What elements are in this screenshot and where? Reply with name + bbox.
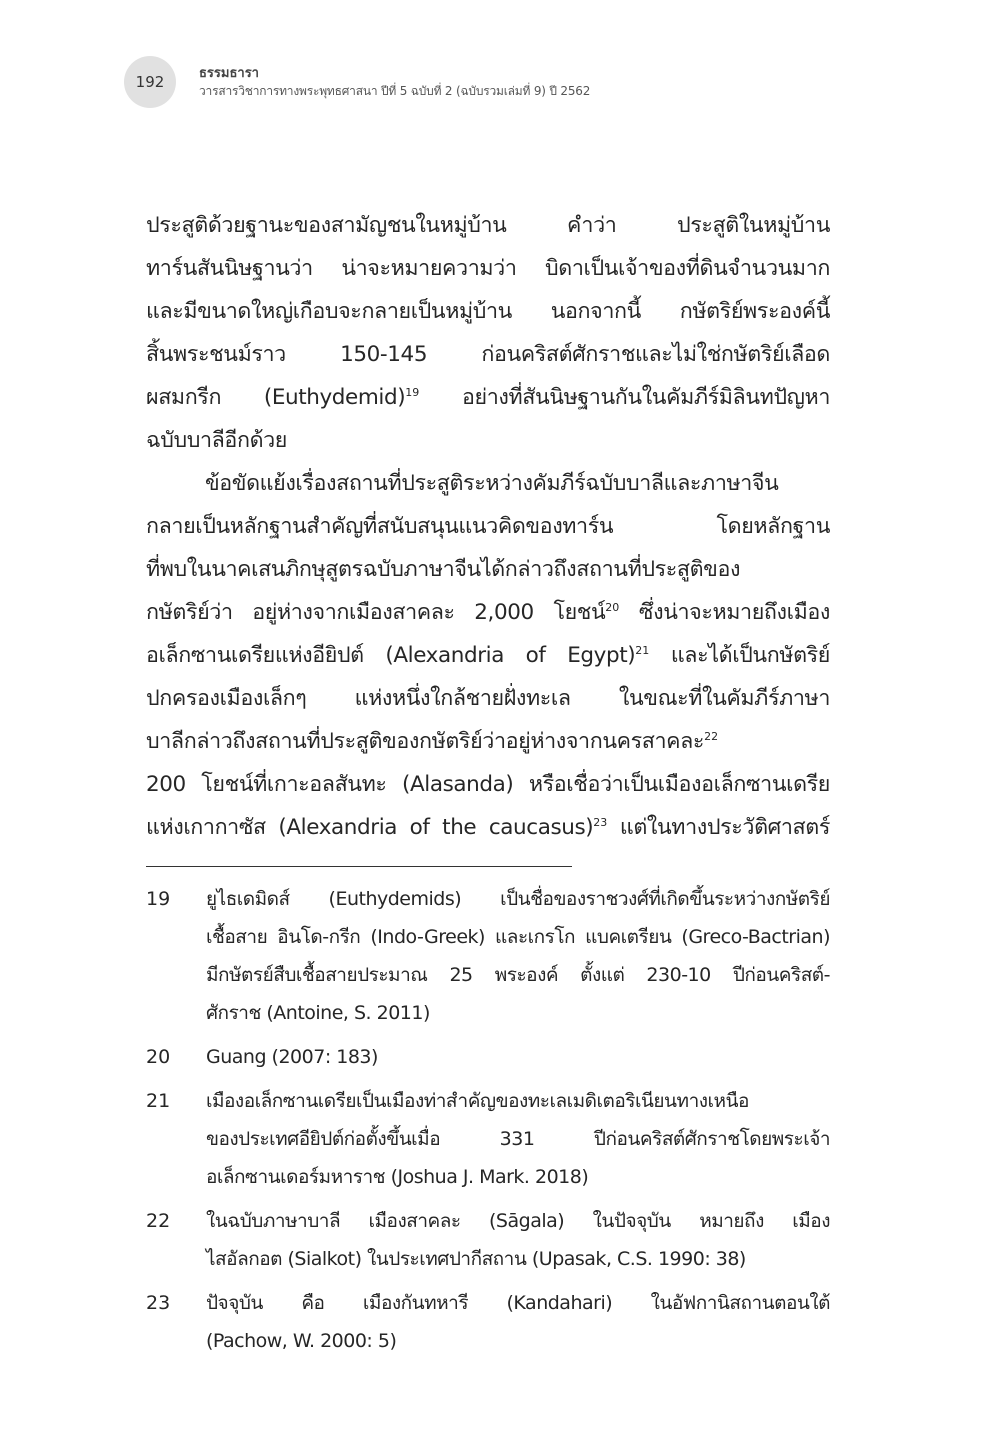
body-line: สิ้นพระชนม์ราว 150-145 ก่อนคริสต์ศักราชและไม่ใช่กษัตริย์เลือด — [146, 342, 830, 367]
journal-subtitle: วารสารวิชาการทางพระพุทธศาสนา ปีที่ 5 ฉบับที่ 2 (ฉบับรวมเล่มที่ 9) ปี 2562 — [199, 84, 591, 98]
footnote-line: Guang (2007: 183) — [206, 1046, 378, 1068]
body-line: ข้อขัดแย้งเรื่องสถานที่ประสูติระหว่างคัมภีร์ฉบับบาลีและภาษาจีน — [205, 471, 779, 496]
footnote-ref-22[interactable]: 22 — [704, 729, 719, 743]
footnote-line: ของประเทศอียิปต์ก่อตั้งขึ้นเมื่อ 331 ปีก่อนคริสต์ศักราชโดยพระเจ้า — [206, 1128, 830, 1150]
journal-title: ธรรมธารา — [199, 66, 259, 81]
footnote-20 — [146, 1038, 830, 1076]
text-run: ซึ่งน่าจะหมายถึงเมือง — [619, 600, 830, 625]
body-line: ฉบับบาลีอีกด้วย — [146, 428, 287, 453]
body-line: ปกครองเมืองเล็กๆ แห่งหนึ่งใกล้ชายฝั่งทะเล ในขณะที่ในคัมภีร์ภาษา — [146, 686, 830, 711]
body-line: ทาร์นสันนิษฐานว่า น่าจะหมายความว่า บิดาเป็นเจ้าของที่ดินจำนวนมาก — [146, 256, 830, 281]
body-line — [146, 720, 830, 763]
body-line: 200 โยชน์ที่เกาะอลสันทะ (Alasanda) หรือเชื่อว่าเป็นเมืองอเล็กซานเดรีย — [146, 772, 830, 797]
footnote-number: 23 — [146, 1292, 171, 1314]
body-line: ที่พบในนาคเสนภิกษุสูตรฉบับภาษาจีนได้กล่าวถึงสถานที่ประสูติของ — [146, 557, 741, 582]
page-number: 192 — [135, 73, 165, 91]
footnote-text — [206, 880, 830, 1032]
text-run: อเล็กซานเดรียแห่งอียิปต์ (Alexandria of Egypt) — [146, 643, 636, 668]
footnote-ref-23[interactable]: 23 — [593, 815, 608, 829]
footnote-23 — [146, 1284, 830, 1360]
footnote-line: เชื้อสาย อินโด-กรีก (Indo-Greek) และเกรโก แบคเตรียน (Greco-Bactrian) — [206, 926, 830, 948]
body-line — [146, 634, 830, 677]
footnote-line: เมืองอเล็กซานเดรียเป็นเมืองท่าสำคัญของทะเลเมดิเตอริเนียนทางเหนือ — [206, 1090, 749, 1112]
footnotes — [146, 880, 830, 1366]
body-text — [146, 204, 830, 849]
footnote-21 — [146, 1082, 830, 1196]
footnote-number: 19 — [146, 888, 171, 910]
body-line: และมีขนาดใหญ่เกือบจะกลายเป็นหมู่บ้าน นอกจากนี้ กษัตริย์พระองค์นี้ — [146, 299, 830, 324]
footnote-separator — [146, 866, 572, 867]
text-run: กษัตริย์ว่า อยู่ห่างจากเมืองสาคละ 2,000 โยชน์ — [146, 600, 606, 625]
footnote-line: (Pachow, W. 2000: 5) — [206, 1330, 397, 1352]
text-run: แห่งเกากาซัส (Alexandria of the caucasus) — [146, 815, 594, 840]
footnote-text — [206, 1082, 830, 1196]
text-run: บาลีกล่าวถึงสถานที่ประสูติของกษัตริย์ว่าอยู่ห่างจากนครสาคละ — [146, 729, 705, 754]
body-line: ประสูติด้วยฐานะของสามัญชนในหมู่บ้าน คำว่า ประสูติในหมู่บ้าน — [146, 213, 830, 238]
footnote-text — [206, 1202, 830, 1278]
page-number-badge — [124, 56, 176, 108]
footnote-ref-20[interactable]: 20 — [605, 600, 620, 614]
footnote-line: ไสอัลกอต (Sialkot) ในประเทศปากีสถาน (Upasak, C.S. 1990: 38) — [206, 1248, 746, 1270]
footnote-number: 21 — [146, 1090, 171, 1112]
footnote-number: 22 — [146, 1210, 171, 1232]
footnote-line: มีกษัตรย์สืบเชื้อสายประมาณ 25 พระองค์ ตั้งแต่ 230-10 ปีก่อนคริสต์- — [206, 964, 830, 986]
text-run: ผสมกรีก (Euthydemid) — [146, 385, 406, 410]
footnote-ref-21[interactable]: 21 — [635, 643, 650, 657]
footnote-line: ปัจจุบัน คือ เมืองกันทหารี (Kandahari) ในอัฟกานิสถานตอนใต้ — [206, 1292, 830, 1314]
footnote-22 — [146, 1202, 830, 1278]
footnote-text — [206, 1038, 830, 1076]
footnote-19 — [146, 880, 830, 1032]
footnote-text — [206, 1284, 830, 1360]
body-line — [146, 806, 830, 849]
text-run: อย่างที่สันนิษฐานกันในคัมภีร์มิลินทปัญหา — [419, 385, 830, 410]
footnote-ref-19[interactable]: 19 — [405, 385, 420, 399]
footnote-number: 20 — [146, 1046, 171, 1068]
footnote-line: อเล็กซานเดอร์มหาราช (Joshua J. Mark. 2018) — [206, 1166, 589, 1188]
footnote-line: ในฉบับภาษาบาลี เมืองสาคละ (Sāgala) ในปัจจุบัน หมายถึง เมือง — [206, 1210, 830, 1232]
body-line — [146, 591, 830, 634]
text-run: แต่ในทางประวัติศาสตร์ — [607, 815, 830, 840]
footnote-line: ยูไธเดมิดส์ (Euthydemids) เป็นชื่อของราชวงศ์ที่เกิดขึ้นระหว่างกษัตริย์ — [206, 888, 830, 910]
text-run: และได้เป็นกษัตริย์ — [649, 643, 830, 668]
body-line: กลายเป็นหลักฐานสำคัญที่สนับสนุนแนวคิดของทาร์น โดยหลักฐาน — [146, 514, 830, 539]
footnote-line: ศักราช (Antoine, S. 2011) — [206, 1002, 430, 1024]
body-line — [146, 376, 830, 419]
